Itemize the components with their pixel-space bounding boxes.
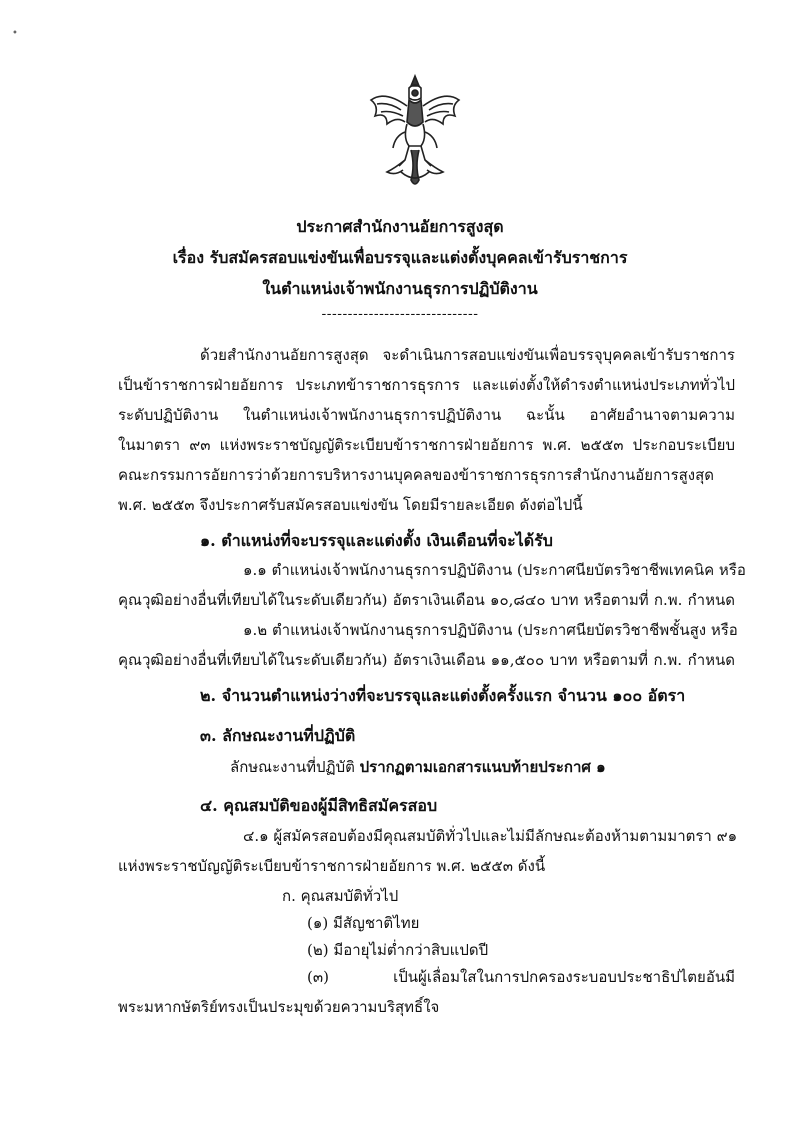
qualification-3: (๓) เป็นผู้เลื่อมใสในการปกครองระบอบประชาธิปไตยอันมี xyxy=(307,968,735,986)
section-1-item-2-cont: คุณวุฒิอย่างอื่นที่เทียบได้ในระดับเดียวกัน) อัตราเงินเดือน ๑๑,๕๐๐ บาท หรือตามที่ ก.พ. กำหนด xyxy=(118,651,735,669)
announcement-position: ในตำแหน่งเจ้าพนักงานธุรการปฏิบัติงาน xyxy=(262,279,538,298)
section-3-body: ลักษณะงานที่ปฏิบัติ ปรากฏตามเอกสารแนบท้ายประกาศ ๑ xyxy=(230,758,606,776)
intro-line-5: คณะกรรมการอัยการว่าด้วยการบริหารงานบุคคลของข้าราชการธุรการสำนักงานอัยการสูงสุด xyxy=(118,466,715,484)
section-1-item-2: ๑.๒ ตำแหน่งเจ้าพนักงานธุรการปฏิบัติงาน (ประกาศนียบัตรวิชาชีพชั้นสูง หรือ xyxy=(243,621,738,639)
section-4-sub-a: ก. คุณสมบัติทั่วไป xyxy=(282,887,399,905)
qualification-2: (๒) มีอายุไม่ต่ำกว่าสิบแปดปี xyxy=(307,941,489,959)
section-4-item-1-cont: แห่งพระราชบัญญัติระเบียบข้าราชการฝ่ายอัยการ พ.ศ. ๒๕๕๓ ดังนี้ xyxy=(118,857,546,875)
section-3-heading: ๓. ลักษณะงานที่ปฏิบัติ xyxy=(200,726,356,745)
qualification-3-cont: พระมหากษัตริย์ทรงเป็นประมุขด้วยความบริสุทธิ์ใจ xyxy=(118,998,440,1016)
section-2-heading: ๒. จำนวนตำแหน่งว่างที่จะบรรจุและแต่งตั้งครั้งแรก จำนวน ๑๐๐ อัตรา xyxy=(200,686,686,705)
section-4-heading: ๔. คุณสมบัติของผู้มีสิทธิสมัครสอบ xyxy=(200,796,438,815)
section-4-item-1: ๔.๑ ผู้สมัครสอบต้องมีคุณสมบัติทั่วไปและไม่มีลักษณะต้องห้ามตามมาตรา ๙๑ xyxy=(243,827,738,845)
qualification-1: (๑) มีสัญชาติไทย xyxy=(307,914,420,932)
intro-line-4: ในมาตรา ๙๓ แห่งพระราชบัญญัติระเบียบข้าราชการฝ่ายอัยการ พ.ศ. ๒๕๕๓ ประกอบระเบียบ xyxy=(118,436,735,454)
corner-mark: • xyxy=(12,28,18,39)
intro-line-3: ระดับปฏิบัติงาน ในตำแหน่งเจ้าพนักงานธุรการปฏิบัติงาน ฉะนั้น อาศัยอำนาจตามความ xyxy=(118,406,735,424)
section-1-heading: ๑. ตำแหน่งที่จะบรรจุและแต่งตั้ง เงินเดือนที่จะได้รับ xyxy=(200,531,553,550)
announcement-subject: เรื่อง รับสมัครสอบแข่งขันเพื่อบรรจุและแต่งตั้งบุคคลเข้ารับราชการ xyxy=(172,248,628,267)
intro-line-6: พ.ศ. ๒๕๕๓ จึงประกาศรับสมัครสอบแข่งขัน โดยมีรายละเอียด ดังต่อไปนี้ xyxy=(118,496,583,514)
announcement-title: ประกาศสำนักงานอัยการสูงสุด xyxy=(296,217,504,236)
title-separator: ------------------------------ xyxy=(321,306,479,322)
intro-line-2: เป็นข้าราชการฝ่ายอัยการ ประเภทข้าราชการธุรการ และแต่งตั้งให้ดำรงตำแหน่งประเภททั่วไป xyxy=(118,376,735,394)
garuda-emblem-icon xyxy=(365,72,465,190)
intro-line-1: ด้วยสำนักงานอัยการสูงสุด จะดำเนินการสอบแข่งขันเพื่อบรรจุบุคคลเข้ารับราชการ xyxy=(200,346,735,364)
section-1-item-1-cont: คุณวุฒิอย่างอื่นที่เทียบได้ในระดับเดียวกัน) อัตราเงินเดือน ๑๐,๘๔๐ บาท หรือตามที่ ก.พ. กำหนด xyxy=(118,591,735,609)
section-1-item-1: ๑.๑ ตำแหน่งเจ้าพนักงานธุรการปฏิบัติงาน (ประกาศนียบัตรวิชาชีพเทคนิค หรือ xyxy=(243,561,746,579)
